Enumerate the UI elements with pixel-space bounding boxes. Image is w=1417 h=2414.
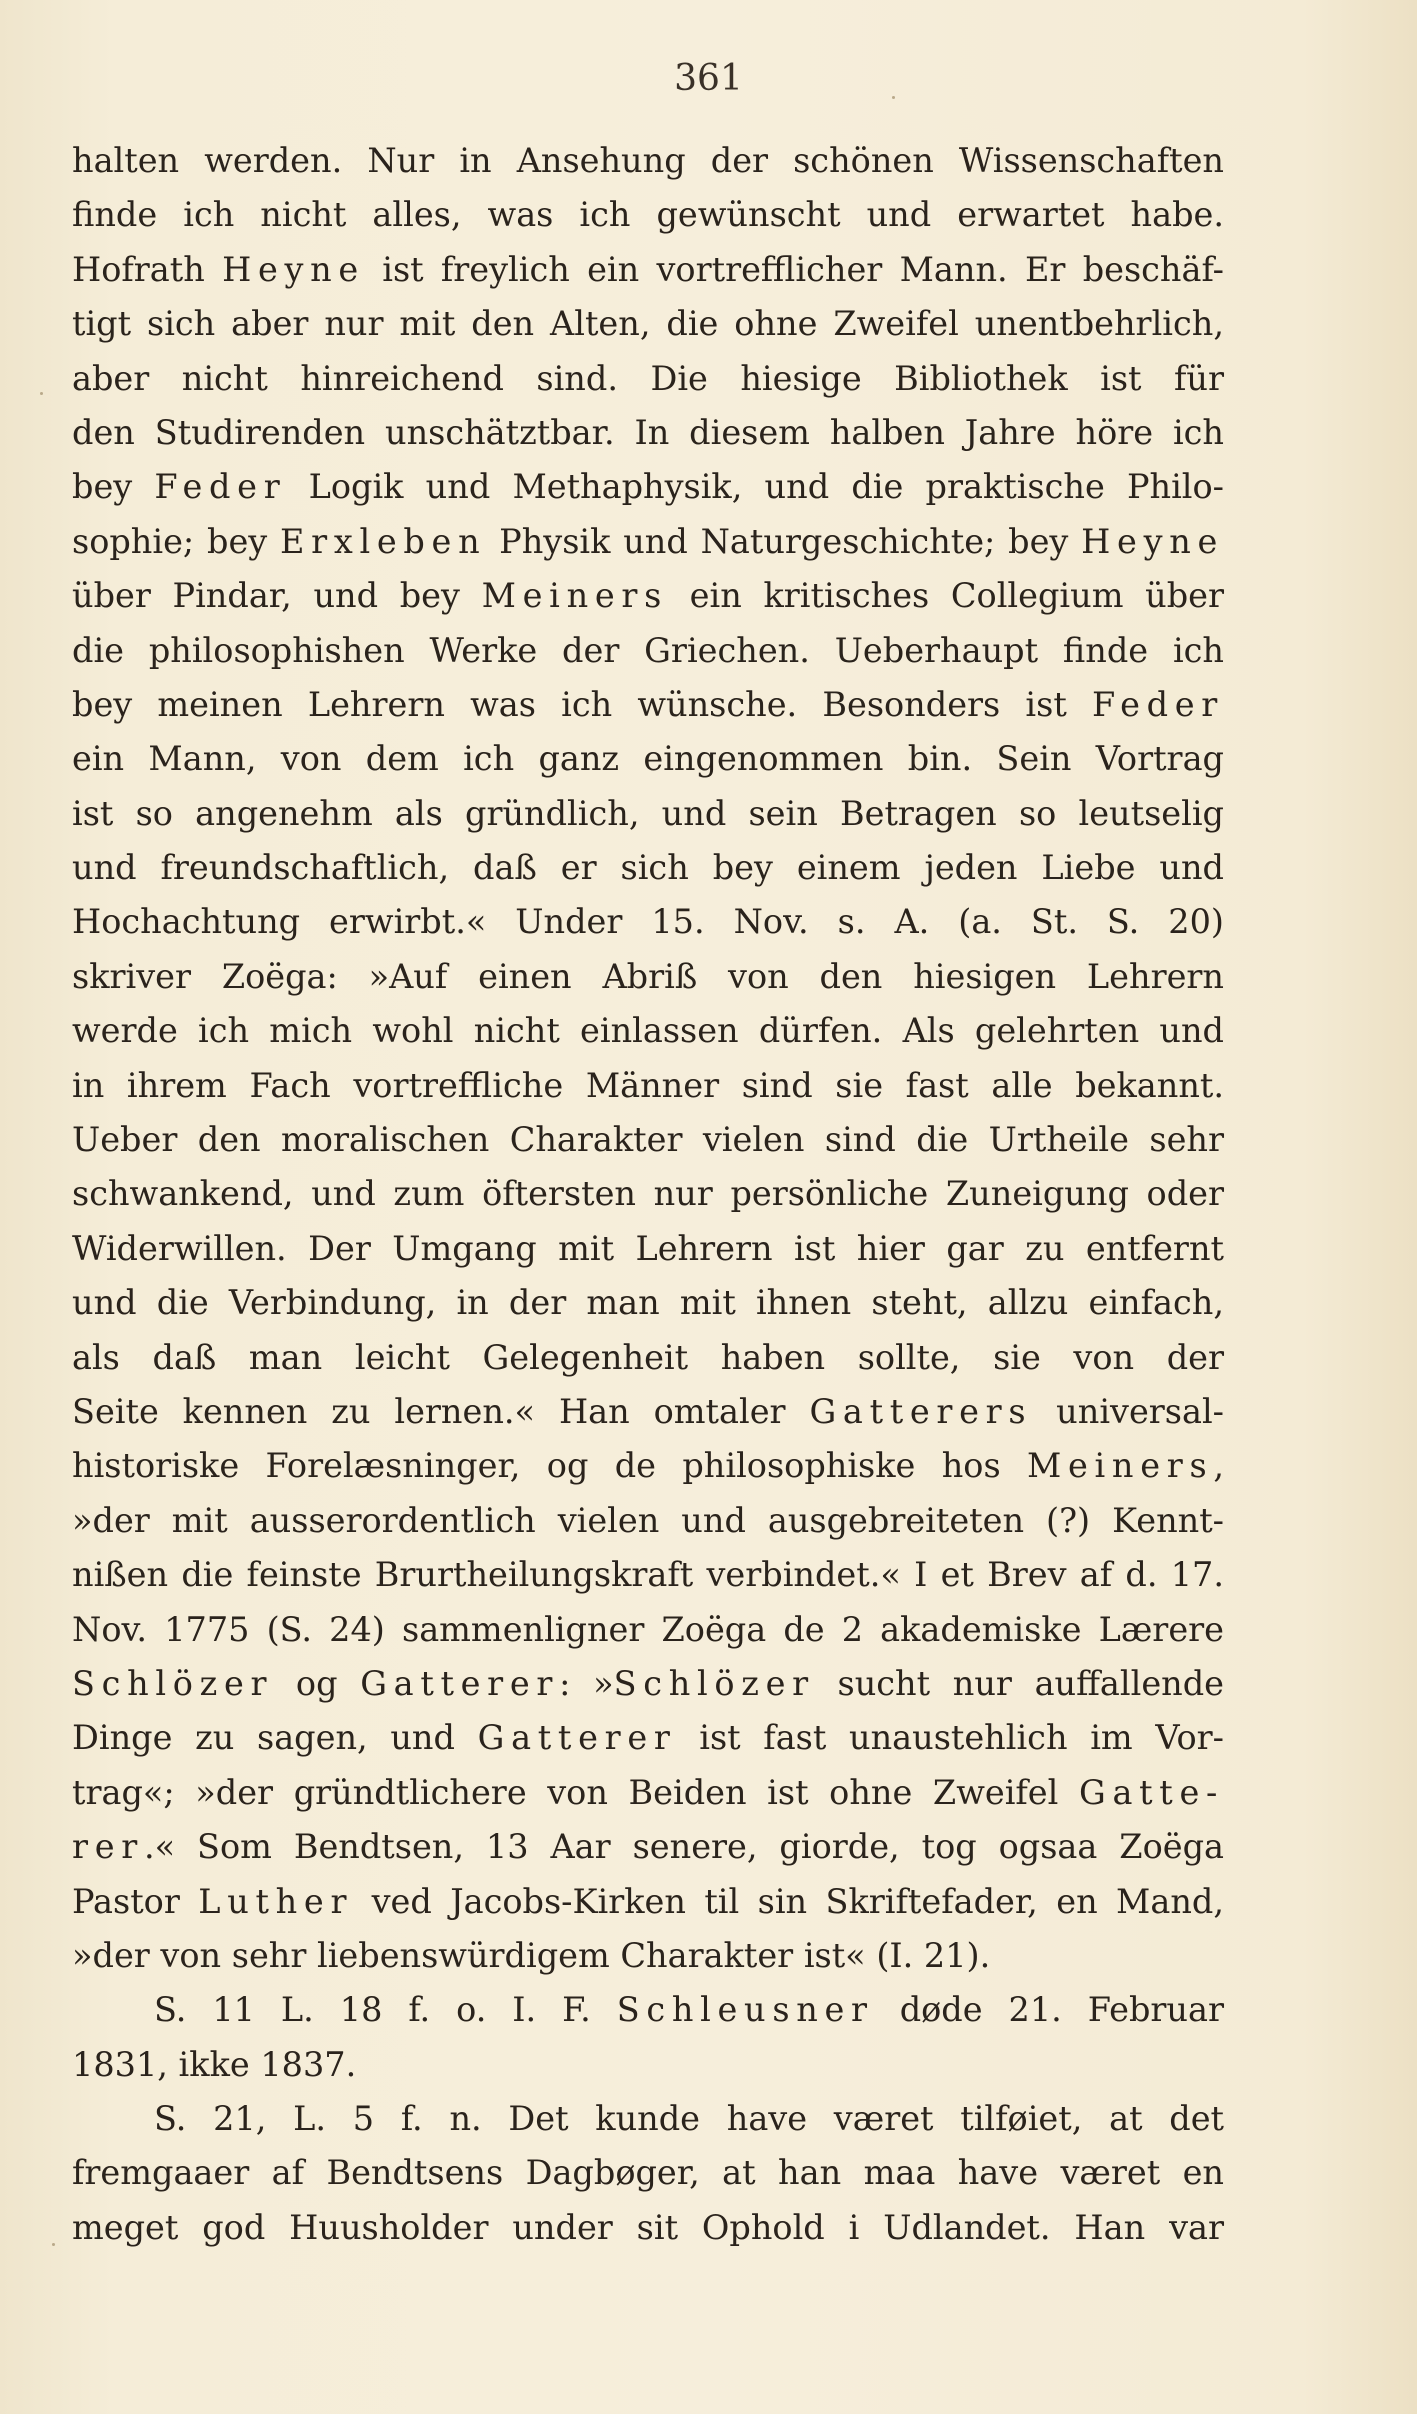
text-line (72, 1059, 1224, 1113)
text-run: und die Verbindung, in der man mit ihnen steht, allzu einfach, (72, 1283, 1224, 1323)
text-line (72, 624, 1224, 678)
page-number: 361 (674, 58, 743, 99)
text-run: ved Jacobs-Kirken til sin Skriftefader, en Mand, (353, 1881, 1224, 1921)
text-run: sucht nur auffallende (814, 1663, 1224, 1703)
spaced-name: Schlözer (72, 1663, 274, 1703)
paper-speck (892, 96, 895, 99)
text-run: finde ich nicht alles, was ich gewünscht und erwartet habe. (72, 195, 1224, 235)
spaced-name: Schleusner (616, 1990, 874, 2030)
text-line (72, 569, 1224, 623)
text-line (72, 352, 1224, 406)
text-run: ein Mann, von dem ich ganz eingenommen bin. Sein Vortrag (72, 739, 1224, 779)
text-line (72, 1875, 1224, 1929)
text-run: skriver Zoëga: »Auf einen Abriß von den hiesigen Lehrern (72, 956, 1224, 996)
spaced-name: Heyne (1081, 521, 1225, 561)
text-run: Seite kennen zu lernen.« Han omtaler (72, 1391, 810, 1431)
text-line (72, 1331, 1224, 1385)
spaced-name: Feder (154, 467, 287, 507)
text-line (72, 895, 1224, 949)
text-run: universal- (1032, 1391, 1224, 1431)
text-run: sophie; bey (72, 521, 280, 561)
text-line (72, 243, 1224, 297)
text-line (72, 1439, 1224, 1493)
text-run: trag«; »der gründtlichere von Beiden ist ohne Zweifel (72, 1772, 1079, 1812)
text-line (72, 1548, 1224, 1602)
text-line (72, 678, 1224, 732)
spaced-name: Luther (198, 1881, 354, 1921)
text-line (72, 1603, 1224, 1657)
text-run: »der mit ausserordentlich vielen und ausgebreiteten (?) Kennt- (72, 1500, 1224, 1540)
paper-speck (40, 392, 43, 395)
text-run: werde ich mich wohl nicht einlassen dürfen. Als gelehrten und (72, 1011, 1224, 1051)
spaced-name: Heyne (222, 249, 365, 289)
text-run: fremgaaer af Bendtsens Dagbøger, at han maa have været en (72, 2153, 1224, 2193)
text-run: og (273, 1663, 361, 1703)
body-text (72, 134, 1224, 2255)
text-line (72, 1276, 1224, 1330)
text-line (72, 1222, 1224, 1276)
text-run: , (1213, 1446, 1224, 1486)
text-run: Hochachtung erwirbt.« Under 15. Nov. s. A. (a. St. S. 20) (72, 902, 1224, 942)
text-run: Nov. 1775 (S. 24) sammenligner Zoëga de 2 akademiske Lærere (72, 1609, 1224, 1649)
text-line (72, 2092, 1224, 2146)
text-run: den Studirenden unschätztbar. In diesem halben Jahre höre ich (72, 412, 1224, 452)
text-run: S. 21, L. 5 f. n. Det kunde have været tilføiet, at det (154, 2099, 1224, 2139)
text-line (72, 188, 1224, 242)
text-line (72, 2146, 1224, 2200)
text-line (72, 732, 1224, 786)
spaced-name: Gatterer (360, 1663, 560, 1703)
text-line (72, 1929, 1224, 1983)
text-line (72, 297, 1224, 351)
text-line (72, 134, 1224, 188)
text-line (72, 841, 1224, 895)
spaced-name: Schlözer (613, 1663, 815, 1703)
text-run: in ihrem Fach vortreffliche Männer sind sie fast alle bekannt. (72, 1065, 1224, 1105)
text-line (72, 787, 1224, 841)
paper-speck (52, 2243, 55, 2246)
text-run: døde 21. Februar (873, 1990, 1224, 2030)
text-run: 1831, ikke 1837. (72, 2044, 357, 2084)
text-run: Physik und Naturgeschichte; bey (486, 521, 1082, 561)
text-run: Logik und Methaphysik, und die praktische Philo- (286, 467, 1224, 507)
text-run: bey meinen Lehrern was ich wünsche. Besonders ist (72, 684, 1092, 724)
text-run: : » (559, 1663, 614, 1703)
text-run: tigt sich aber nur mit den Alten, die ohne Zweifel unentbehrlich, (72, 304, 1224, 344)
text-run: Hofrath (72, 249, 223, 289)
text-run: Widerwillen. Der Umgang mit Lehrern ist hier gar zu entfernt (72, 1228, 1224, 1268)
text-run: über Pindar, und bey (72, 576, 482, 616)
spaced-name: Gatte- (1078, 1772, 1224, 1812)
text-run: die philosophishen Werke der Griechen. Ueberhaupt finde ich (72, 630, 1224, 670)
text-line (72, 460, 1224, 514)
text-line (72, 2201, 1224, 2255)
text-run: Dinge zu sagen, und (72, 1718, 478, 1758)
spaced-name: Erxleben (280, 521, 487, 561)
spaced-name: rer (72, 1827, 144, 1867)
text-line (72, 406, 1224, 460)
text-line (72, 1711, 1224, 1765)
text-run: und freundschaftlich, daß er sich bey einem jeden Liebe und (72, 848, 1224, 888)
text-run: »der von sehr liebenswürdigem Charakter ist« (I. 21). (72, 1935, 991, 1975)
text-run: aber nicht hinreichend sind. Die hiesige Bibliothek ist für (72, 358, 1224, 398)
spaced-name: Feder (1091, 684, 1224, 724)
text-run: ist fast unaustehlich im Vor- (676, 1718, 1224, 1758)
spaced-name: Meiners (1026, 1446, 1214, 1486)
text-run: ein kritisches Collegium über (667, 576, 1224, 616)
text-run: nißen die feinste Brurtheilungskraft verbindet.« I et Brev af d. 17. (72, 1555, 1224, 1595)
text-line (72, 1766, 1224, 1820)
text-run: Ueber den moralischen Charakter vielen sind die Urtheile sehr (72, 1120, 1224, 1160)
spaced-name: Gatterer (477, 1718, 677, 1758)
text-run: S. 11 L. 18 f. o. I. F. (154, 1990, 617, 2030)
text-run: Pastor (72, 1881, 199, 1921)
text-run: halten werden. Nur in Ansehung der schönen Wissenschaften (72, 141, 1224, 180)
text-line (72, 2038, 1224, 2092)
text-line (72, 1820, 1224, 1874)
text-line (72, 515, 1224, 569)
text-run: meget god Huusholder under sit Ophold i Udlandet. Han var (72, 2207, 1224, 2247)
spaced-name: Meiners (481, 576, 668, 616)
text-run: bey (72, 467, 155, 507)
text-run: historiske Forelæsninger, og de philosophiske hos (72, 1446, 1027, 1486)
text-line (72, 1983, 1224, 2037)
text-line (72, 1113, 1224, 1167)
text-line (72, 1167, 1224, 1221)
text-line (72, 950, 1224, 1004)
text-line (72, 1494, 1224, 1548)
text-line (72, 1385, 1224, 1439)
text-run: schwankend, und zum öftersten nur persönliche Zuneigung oder (72, 1174, 1224, 1214)
text-run: ist so angenehm als gründlich, und sein Betragen so leutselig (72, 793, 1224, 833)
text-run: .« Som Bendtsen, 13 Aar senere, giorde, tog ogsaa Zoëga (143, 1827, 1224, 1867)
text-line (72, 1004, 1224, 1058)
text-line (72, 1657, 1224, 1711)
spaced-name: Gatterers (809, 1391, 1033, 1431)
text-run: ist freylich ein vortrefflicher Mann. Er beschäf- (364, 249, 1224, 289)
text-run: als daß man leicht Gelegenheit haben sollte, sie von der (72, 1337, 1224, 1377)
